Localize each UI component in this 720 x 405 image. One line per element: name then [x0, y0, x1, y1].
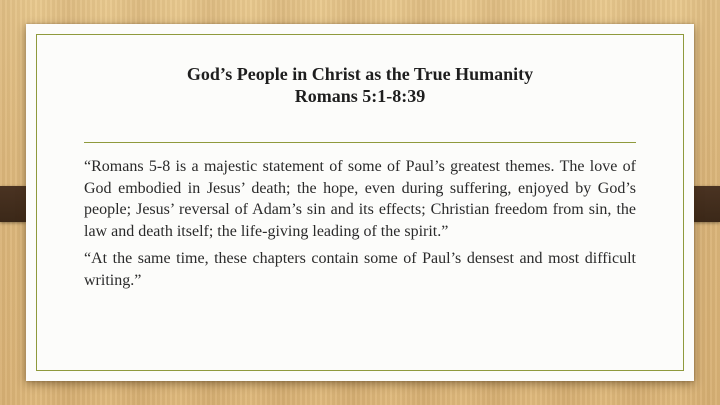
- right-binder-tab: [694, 186, 720, 222]
- title-line-main: God’s People in Christ as the True Humanity: [186, 64, 534, 84]
- quote-paragraph-2: “At the same time, these chapters contain some of Paul’s densest and most difficult writing.”: [84, 250, 636, 289]
- slide-body: [84, 156, 636, 297]
- title-divider: [84, 142, 636, 143]
- title-line-reference: Romans 5:1-8:39: [294, 86, 426, 106]
- left-binder-tab: [0, 186, 26, 222]
- slide-title: [36, 63, 684, 107]
- quote-paragraph-1: “Romans 5-8 is a majestic statement of some of Paul’s greatest themes. The love of God embodied in Jesus’ death; the hope, even during suffering, enjoyed by God’s people; Jesus’ reversal of Adam’s sin and its effects; Christian freedom from sin, the law and death itself; the life-giving leading of the spirit.”: [84, 158, 636, 240]
